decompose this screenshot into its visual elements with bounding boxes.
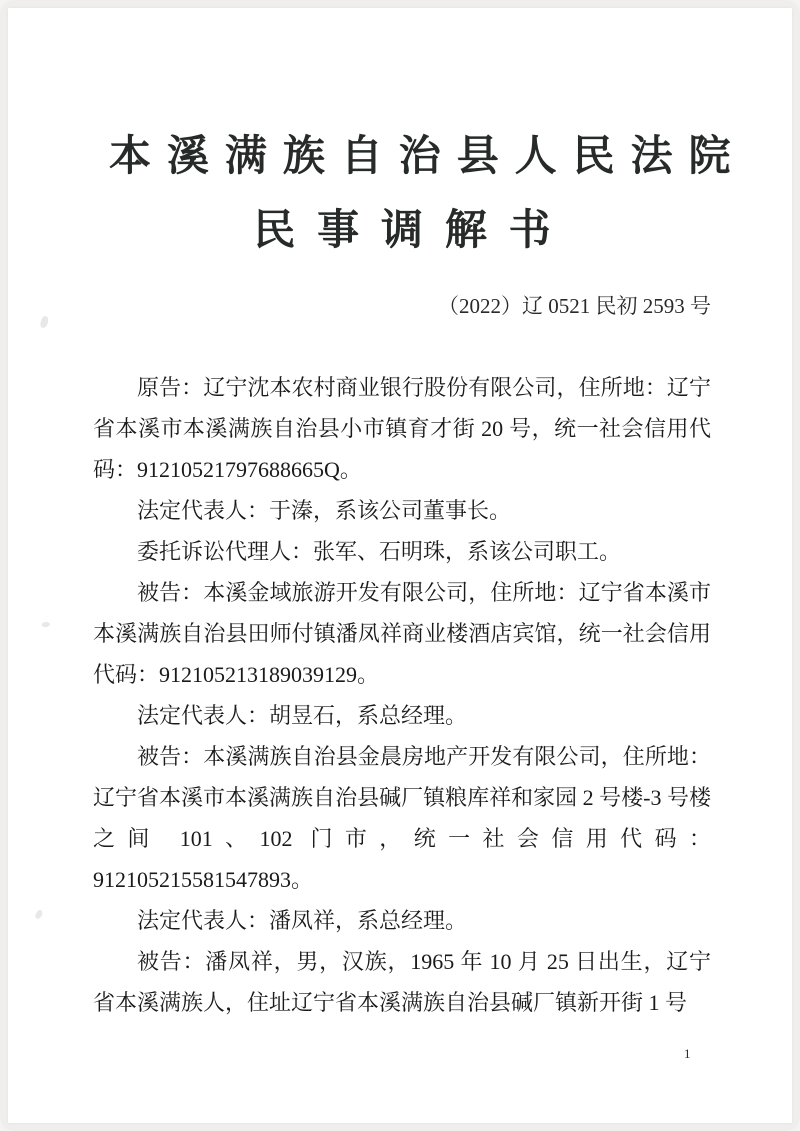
court-name-heading: 本溪满族自治县人民法院: [108, 134, 747, 180]
scan-artifact: [42, 621, 51, 627]
paragraph-defendant-1: 被告：本溪金域旅游开发有限公司，住所地：辽宁省本溪市本溪满族自治县田师付镇潘凤祥商业楼酒店宾馆，统一社会信用代码：912105213189039129。: [93, 580, 711, 687]
document-type-heading: 民事调解书: [253, 208, 573, 254]
document-page: [8, 8, 792, 1123]
document-content: [93, 133, 747, 1023]
paragraph-defendant-2: 被告：本溪满族自治县金晨房地产开发有限公司，住所地：辽宁省本溪市本溪满族自治县碱厂镇粮库祥和家园 2 号楼-3 号楼之间 101、102 门市，统一社会信用代码：912105215581547893。: [93, 744, 712, 892]
document-body: [93, 367, 711, 1023]
paragraph-legal-representative-3: 法定代表人：潘凤祥，系总经理。: [137, 908, 468, 933]
paragraph-legal-representative-1: 法定代表人：于溱，系该公司董事长。: [137, 498, 512, 523]
paragraph-legal-representative-2: 法定代表人：胡昱石，系总经理。: [137, 703, 468, 728]
case-number: （2022）辽 0521 民初 2593 号: [438, 294, 711, 318]
paragraph-defendant-3: 被告：潘凤祥，男，汉族，1965 年 10 月 25 日出生，辽宁省本溪满族人，住址辽宁省本溪满族自治县碱厂镇新开街 1 号: [93, 949, 711, 1015]
paragraph-litigation-agents: 委托诉讼代理人：张军、石明珠，系该公司职工。: [137, 539, 622, 564]
scan-artifact: [34, 909, 44, 920]
scan-artifact: [39, 315, 49, 329]
paragraph-plaintiff: 原告：辽宁沈本农村商业银行股份有限公司，住所地：辽宁省本溪市本溪满族自治县小市镇育才街 20 号，统一社会信用代码：91210521797688665Q。: [93, 375, 711, 482]
page-number: 1: [684, 1046, 691, 1061]
